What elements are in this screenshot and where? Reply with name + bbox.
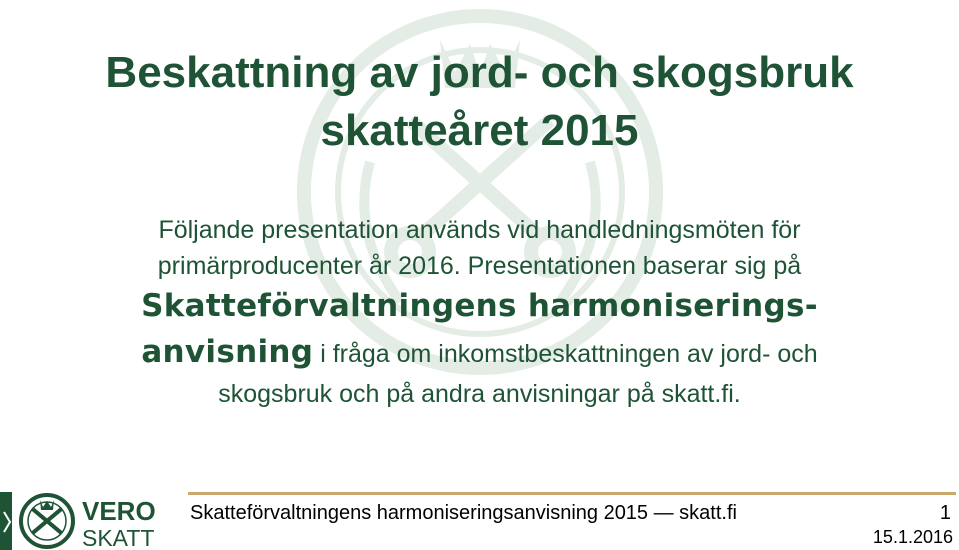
- logo-text-skatt: SKATT: [82, 525, 155, 550]
- vero-emblem-icon: [0, 492, 73, 550]
- body-line-4: [0, 330, 959, 376]
- title-line-1: Beskattning av jord- och skogsbruk: [105, 48, 854, 97]
- body-line-2: primärproducenter år 2016. Presentationen baserar sig på: [157, 252, 802, 280]
- body-emphasis-2: anvisning: [141, 334, 314, 370]
- body-line-1: Följande presentation används vid handledningsmöten för: [158, 216, 801, 244]
- footer-date: 15.1.2016: [872, 527, 953, 547]
- vero-skatt-logo: [0, 492, 178, 550]
- footer-text: Skatteförvaltningens harmoniseringsanvisning 2015 — skatt.fi: [190, 502, 737, 524]
- slide-body: [0, 212, 959, 412]
- body-line-4-rest: i fråga om inkomstbeskattningen av jord- och: [313, 340, 818, 368]
- title-line-2: skatteåret 2015: [320, 106, 639, 155]
- page-number: 1: [939, 502, 951, 524]
- logo-text-vero: VERO: [82, 496, 156, 526]
- slide-title: [0, 44, 959, 160]
- body-emphasis-1: Skatteförvaltningens harmoniserings-: [141, 288, 818, 324]
- body-line-3: [0, 284, 959, 330]
- body-line-5: skogsbruk och på andra anvisningar på skatt.fi.: [218, 380, 741, 408]
- footer-divider: [188, 492, 956, 495]
